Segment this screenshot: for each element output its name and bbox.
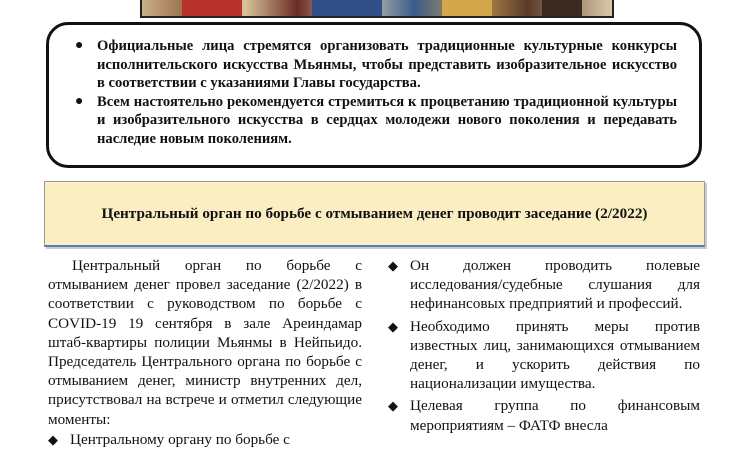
bullet-icon: ◆ [388, 258, 398, 273]
bullet-icon: ● [75, 93, 84, 109]
top-photo [140, 0, 614, 18]
article-paragraph: Центральный орган по борьбе с отмыванием денег провел заседание (2/2022) в соответствии с руководством по борьбе с COVID-19 19 сентября в зале Ареиндамар штаб-квартиры полиции Мьянмы в Нейпьидо. Председатель Центрального органа по борьбе с отмыванием денег, министр внутренних дел, присутствовал на встрече и отметил следующие моменты: [48, 257, 362, 428]
list-item: ◆ Центральному органу по борьбе с [48, 430, 290, 448]
highlights-box [46, 22, 702, 168]
bullet-icon: ◆ [388, 398, 398, 414]
bullet-icon: ◆ [388, 318, 398, 334]
list-item: ◆ Необходимо принять меры против известных лиц, занимающихся отмыванием денег, и ускорить действия по национализации имущества. [388, 317, 700, 393]
bullet-icon: ◆ [48, 431, 58, 447]
left-column [48, 256, 362, 452]
highlight-item: ● Всем настоятельно рекомендуется стремиться к процветанию традиционной культуры и изобразительного искусства в сердцах молодежи нового поколения и передавать наследие новым поколениям. [75, 93, 677, 147]
list-item: ◆ Он должен проводить полевые исследования/судебные слушания для нефинансовых предприятий и профессий. [388, 257, 700, 313]
article-headline: Центральный орган по борьбе с отмыванием денег проводит заседание (2/2022) [44, 181, 705, 247]
highlight-item: ● Официальные лица стремятся организовать традиционные культурные конкурсы исполнительского искусства Мьянмы, чтобы представить изобразительное искусство в соответствии с указаниями Главы государства. [75, 38, 677, 91]
bullet-icon: ● [75, 38, 84, 53]
right-column [388, 256, 700, 438]
list-item: ◆ Целевая группа по финансовым мероприятиям – ФАТФ внесла [388, 397, 700, 434]
